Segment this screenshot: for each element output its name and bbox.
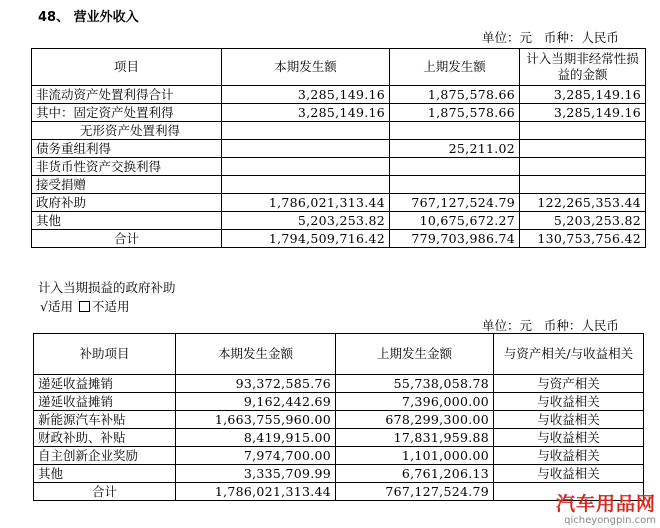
row-label-cell: 其中：固定资产处置利得	[32, 104, 222, 122]
amount-cell: 5,203,253.82	[520, 212, 646, 230]
table-row	[32, 158, 646, 176]
category-cell: 与收益相关	[494, 411, 644, 429]
amount-cell: 17,831,959.88	[336, 429, 494, 447]
table-row	[34, 375, 644, 393]
row-label-cell: 非流动资产处置利得合计	[32, 86, 222, 104]
watermark-logo-text: 汽车用品网	[555, 493, 656, 516]
category-cell: 与收益相关	[494, 429, 644, 447]
amount-cell: 9,162,442.69	[176, 393, 336, 411]
column-header: 上期发生额	[390, 49, 520, 86]
amount-cell	[222, 176, 390, 194]
row-label-cell: 接受捐赠	[32, 176, 222, 194]
category-cell: 与收益相关	[494, 393, 644, 411]
row-label-cell: 债务重组利得	[32, 140, 222, 158]
table-row	[34, 393, 644, 411]
table-row	[32, 122, 646, 140]
table-row	[32, 140, 646, 158]
column-header: 补助项目	[34, 334, 176, 375]
column-header: 计入当期非经常性损益的金额	[520, 49, 646, 86]
table-row	[34, 483, 644, 501]
table-header-row	[34, 334, 644, 375]
category-cell: 与资产相关	[494, 375, 644, 393]
row-label-cell: 其他	[34, 465, 176, 483]
government-grant-title: 计入当期损益的政府补助	[38, 280, 176, 295]
amount-cell: 1,875,578.66	[390, 104, 520, 122]
row-label-cell: 递延收益摊销	[34, 375, 176, 393]
watermark-url: qicheyongpin.com	[564, 515, 656, 526]
column-header: 本期发生金额	[176, 334, 336, 375]
table-row	[34, 447, 644, 465]
row-label-cell: 无形资产处置利得	[32, 122, 222, 140]
table-row	[34, 465, 644, 483]
column-header: 与资产相关/与收益相关	[494, 334, 644, 375]
amount-cell	[390, 176, 520, 194]
amount-cell	[222, 158, 390, 176]
amount-cell	[222, 122, 390, 140]
amount-cell: 1,875,578.66	[390, 86, 520, 104]
row-label-cell: 政府补助	[32, 194, 222, 212]
amount-cell: 678,299,300.00	[336, 411, 494, 429]
amount-cell: 1,663,755,960.00	[176, 411, 336, 429]
section-heading: 48、 营业外收入	[38, 10, 139, 25]
table-row	[34, 429, 644, 447]
amount-cell	[520, 140, 646, 158]
amount-cell	[390, 122, 520, 140]
row-label-cell: 非货币性资产交换利得	[32, 158, 222, 176]
row-label-cell: 合计	[34, 483, 176, 501]
amount-cell: 1,101,000.00	[336, 447, 494, 465]
row-label-cell: 递延收益摊销	[34, 393, 176, 411]
amount-cell: 3,285,149.16	[520, 104, 646, 122]
unchecked-box-icon	[79, 301, 90, 312]
amount-cell: 93,372,585.76	[176, 375, 336, 393]
amount-cell: 3,285,149.16	[222, 86, 390, 104]
amount-cell: 6,761,206.13	[336, 465, 494, 483]
amount-cell: 1,794,509,716.42	[222, 230, 390, 248]
amount-cell: 55,738,058.78	[336, 375, 494, 393]
amount-cell	[520, 122, 646, 140]
amount-cell: 767,127,524.79	[390, 194, 520, 212]
applicability-options	[40, 297, 129, 315]
amount-cell: 7,396,000.00	[336, 393, 494, 411]
currency-unit-label: 单位：元 币种：人民币	[482, 318, 619, 333]
table-row	[32, 212, 646, 230]
table-header-row	[32, 49, 646, 86]
row-label-cell: 财政补助、补贴	[34, 429, 176, 447]
row-label-cell: 合计	[32, 230, 222, 248]
row-label-cell: 自主创新企业奖励	[34, 447, 176, 465]
row-label-cell: 新能源汽车补贴	[34, 411, 176, 429]
category-cell: 与收益相关	[494, 447, 644, 465]
amount-cell: 1,786,021,313.44	[222, 194, 390, 212]
row-label-cell: 其他	[32, 212, 222, 230]
amount-cell: 8,419,915.00	[176, 429, 336, 447]
table-row	[34, 411, 644, 429]
currency-unit-label: 单位：元 币种：人民币	[482, 30, 619, 45]
government-grant-table	[33, 333, 644, 501]
table-row	[32, 194, 646, 212]
amount-cell: 5,203,253.82	[222, 212, 390, 230]
amount-cell: 130,753,756.42	[520, 230, 646, 248]
column-header: 本期发生额	[222, 49, 390, 86]
amount-cell: 7,974,700.00	[176, 447, 336, 465]
table-row	[32, 230, 646, 248]
table-row	[32, 86, 646, 104]
table-row	[32, 176, 646, 194]
column-header: 项目	[32, 49, 222, 86]
column-header: 上期发生金额	[336, 334, 494, 375]
amount-cell	[222, 140, 390, 158]
amount-cell: 25,211.02	[390, 140, 520, 158]
amount-cell: 122,265,353.44	[520, 194, 646, 212]
amount-cell: 3,285,149.16	[222, 104, 390, 122]
amount-cell	[520, 176, 646, 194]
table-row	[32, 104, 646, 122]
amount-cell: 1,786,021,313.44	[176, 483, 336, 501]
amount-cell: 10,675,672.27	[390, 212, 520, 230]
amount-cell	[390, 158, 520, 176]
amount-cell: 767,127,524.79	[336, 483, 494, 501]
not-applicable-label: 不适用	[91, 299, 130, 314]
site-watermark	[556, 494, 656, 526]
amount-cell: 3,335,709.99	[176, 465, 336, 483]
amount-cell: 779,703,986.74	[390, 230, 520, 248]
category-cell: 与收益相关	[494, 465, 644, 483]
amount-cell	[520, 158, 646, 176]
non-operating-income-table	[31, 48, 646, 248]
amount-cell: 3,285,149.16	[520, 86, 646, 104]
applicable-checked: √适用	[40, 299, 73, 314]
